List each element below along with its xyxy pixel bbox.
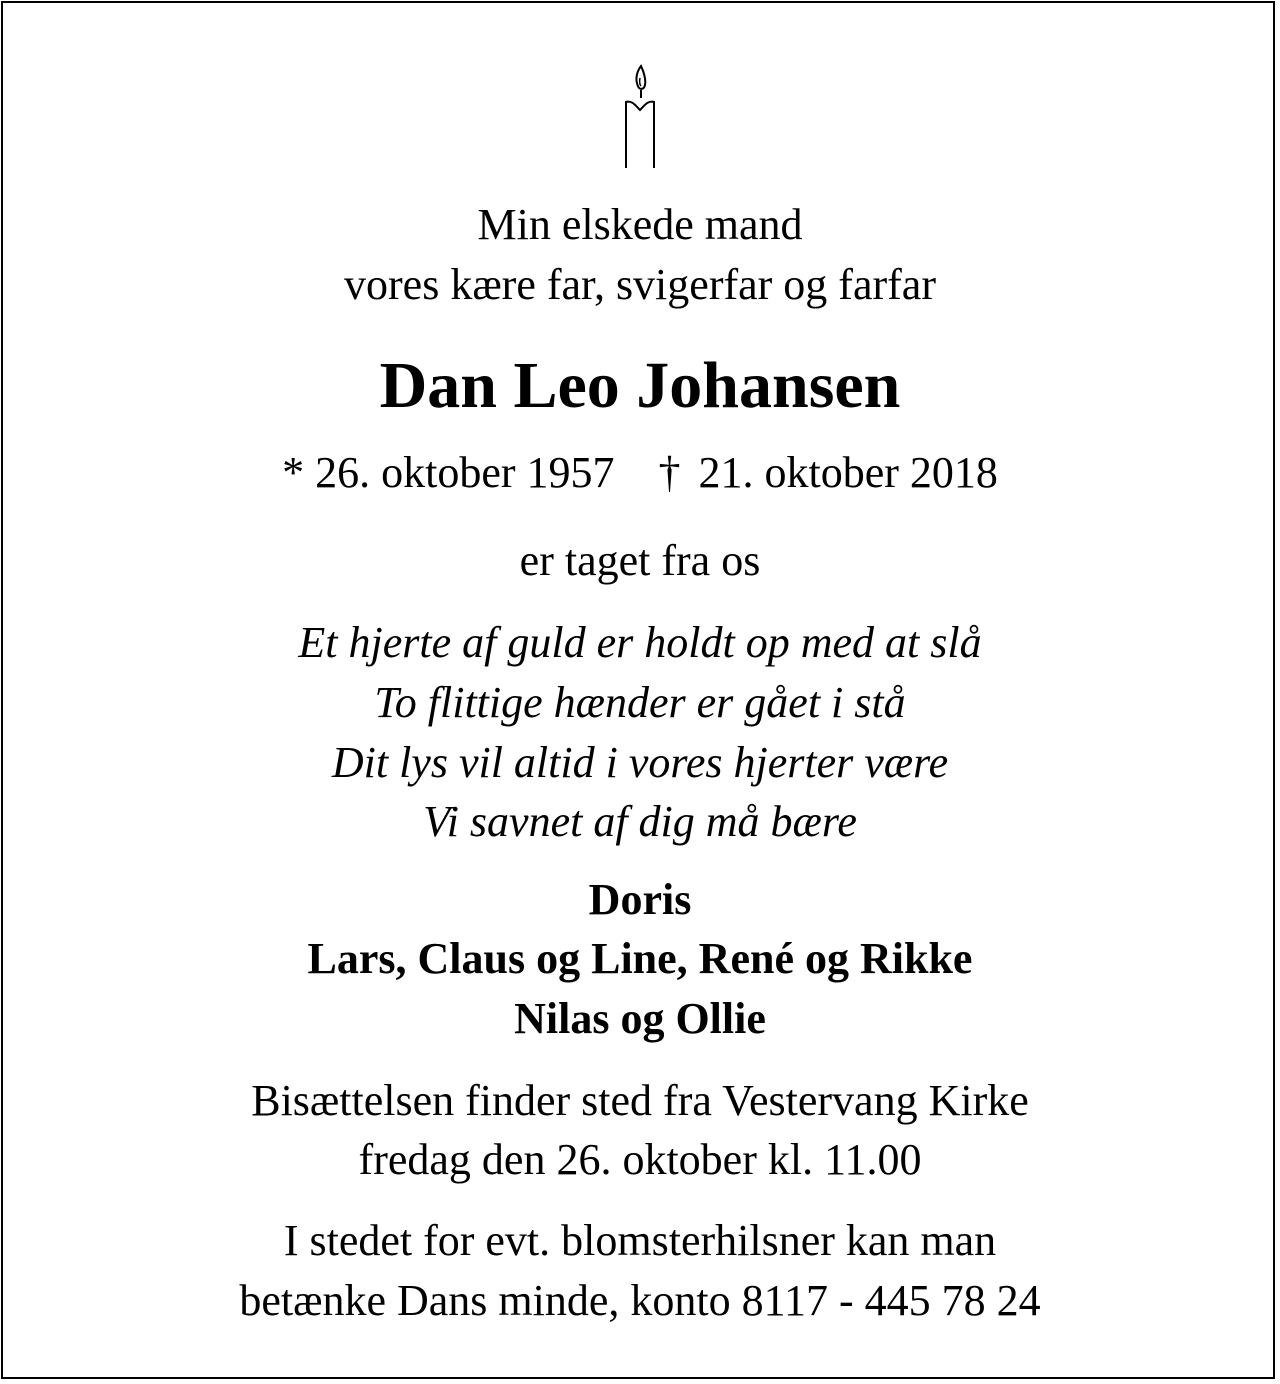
family-line-2: Lars, Claus og Line, René og Rikke (307, 934, 973, 983)
donation-line-2: betænke Dans minde, konto 8117 - 445 78 24 (239, 1276, 1041, 1325)
intro-line-2: vores kære far, svigerfar og farfar (344, 260, 936, 309)
family-line-1: Doris (588, 875, 692, 924)
verse-line-3: Dit lys vil altid i vores hjerter være (331, 738, 949, 787)
intro-line-1: Min elskede mand (477, 200, 803, 249)
dagger-symbol: † (658, 448, 681, 497)
verse-line-4: Vi savnet af dig må bære (423, 797, 857, 846)
family-line-3: Nilas og Ollie (514, 994, 766, 1043)
verse-line-1: Et hjerte af guld er holdt op med at slå (298, 618, 982, 667)
passed-text: er taget fra os (519, 536, 761, 585)
life-dates (0, 448, 1280, 497)
verse-line-2: To flittige hænder er gået i stå (374, 678, 906, 727)
candle-icon (610, 64, 670, 168)
deceased-name: Dan Leo Johansen (379, 349, 901, 422)
donation-line-1: I stedet for evt. blomsterhilsner kan man (283, 1216, 997, 1265)
birth-date: * 26. oktober 1957 (282, 448, 615, 497)
death-date: 21. oktober 2018 (698, 448, 998, 497)
funeral-line-1: Bisættelsen finder sted fra Vestervang Kirke (251, 1076, 1029, 1125)
funeral-line-2: fredag den 26. oktober kl. 11.00 (358, 1135, 922, 1184)
